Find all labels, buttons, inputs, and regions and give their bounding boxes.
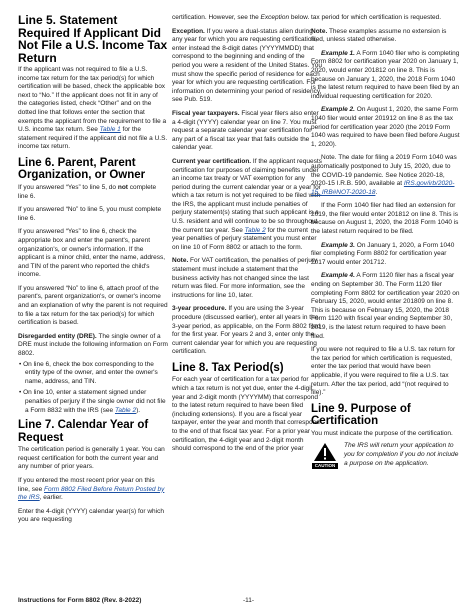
paragraph-line6-a: If you answered “Yes” to line 5, do not complete line 6. [18,183,157,200]
paragraph-example3: Example 3. On January 1, 2020, a Form 1040 filer completing Form 8802 for certification year 2017 would enter 201712. [311,241,455,266]
paragraph-current-year: Current year certification. If the applicant requests certification for purposes of claiming benefits under an income tax treaty or VAT exemption for any period during the current calendar year or a year for which a tax return is not yet required to be filed with the IRS, the applicant must include penalties of perjury statement(s) stating that such applicant is a U.S. resident and will continue to be so throughout the current tax year. See Table 2 for the current year penalties of perjury statement you must enter on line 10 of Form 8802 or attach to the form. [172,157,322,251]
bullet-line10-statement: • On line 10, enter a statement signed under penalties of perjury if the single owner did not file a Form 8832 with the IRS (see Table 2). [19,389,166,414]
paragraph-line8: For each year of certification for a tax period for which a tax return is not yet due, enter the 4-digit year and 2-digit month (YYYYMM) that correspond to the latest return required to have been filed (including extensions). If you are a fiscal year taxpayer, enter the year and month that correspond to the end of that fiscal tax year. For a prior year certification, the 4-digit year and 2-digit month should correspond to the end of the prior year [172,376,320,453]
column-middle [172,14,322,592]
warning-triangle-icon [313,442,337,462]
paragraph-line6-d: If you answered “No” to line 6, attach proof of the parent's, parent organization's, or owner's income and an explanation of why the parent is not required to file a tax return for the tax period(s) for which certification is based. [18,284,168,327]
paragraph-tax-period-cont: tax period for which certification is requested. [311,14,442,21]
paragraph-line7-c: Enter the 4-digit (YYYY) calendar year(s) for which you are requesting [18,507,164,524]
paragraph-3-year: 3-year procedure. If you are using the 3-year procedure (discussed earlier), enter all years in the 3-year period, as applicable, on the Form 8802 filed for the first year. For years 2 and 3, enter only the current calendar year for which you are requesting certification. [172,305,321,356]
caution-box [311,442,461,469]
table2-link-current[interactable]: Table 2 [244,226,266,234]
caution-text: The IRS will return your application to you for completion if you do not include a purpose on the application. [344,442,459,467]
paragraph-line5: If the applicant was not required to file a U.S. income tax return for the tax period(s) for which certification will be based, check the applicable box next to “No.” If the applicant does not fit in any of the categories listed, check “Other” and on the dotted line that follows enter the section that exempts the applicant from the requirement to file a U.S. income tax return. See Table 1 for the statement required if the applicant did not file a U.S. income tax return. [18,66,168,151]
paragraph-covid-note: Note. The date for filing a 2019 Form 1040 was automatically postponed to July 15, 2020, due to the COVID-19 pandemic. See Notice 2020-18, 2020-15 I.R.B. 590, available at IRS.gov/irb/2020-15_IRB#NOT-2020-18. [311,154,457,196]
paragraph-example1: Example 1. A Form 1040 filer who is completing Form 8802 for certification year 2020 on January 1, 2020, would enter 201812 on line 8. This is because on January 1, 2020, the 2018 Form 1040 is the latest return required to have been filed by an individual requesting certification for 2020. [311,49,460,100]
paragraph-fiscal-year: Fiscal year taxpayers. Fiscal year filers also enter a 4-digit (YYYY) calendar year on line 7. You must request a separate calendar year certification for any part of a fiscal tax year that falls outside the calendar year. [172,109,319,152]
paragraph-certification-cont: certification. However, see the Exception below. [172,14,310,21]
caution-label: CAUTION [312,463,338,469]
column-left [18,14,168,592]
form8802-filed-link[interactable]: Form 8802 Filed Before Return Posted by the IRS [18,485,165,502]
paragraph-examples-note: Note. These examples assume no extension is filed, unless stated otherwise. [311,27,447,44]
page-footer [18,597,460,607]
paragraph-line9: You must indicate the purpose of the certification. [311,429,453,437]
caution-icon [311,442,339,469]
paragraph-vat-note: Note. For VAT certification, the penalties of perjury statement must include a statement that the business activity has not changed since the last return was filed. For more information, see the instructions for line 10, later. [172,257,318,299]
heading-line5: Line 5. Statement Required If Applicant Did Not File a U.S. Income Tax Return [18,14,168,65]
table2-link[interactable]: Table 2 [114,406,137,414]
table1-link[interactable]: Table 1 [99,126,121,134]
paragraph-line7-b: If you entered the most recent prior year on this line, see Form 8802 Filed Before Return Posted by the IRS, earlier. [18,476,165,502]
heading-line6: Line 6. Parent, Parent Organization, or Owner [18,156,146,182]
heading-line7: Line 7. Calendar Year of Request [18,419,149,444]
heading-line8: Line 8. Tax Period(s) [172,361,284,374]
heading-line9: Line 9. Purpose of Certification [311,402,411,428]
paragraph-line6-c: If you answered “Yes” to line 6, check the appropriate box and enter the parent's, parent organization's, or owner's information. If the applicant is a minor child, enter the name, address, and TIN of the parent who reported the child's income. [18,228,166,279]
footer-form-title: Instructions for Form 8802 (Rev. 8-2022) [18,597,142,604]
irs-notice-link[interactable]: IRS.gov/irb/2020-15_IRB#NOT-2020-18 [311,180,455,196]
paragraph-example2: Example 2. On August 1, 2020, the same Form 1040 filer would enter 201912 on line 8 as the tax period for certification year 2020 (the 2019 Form 1040 was required to have been filed before August 1, 2020). [311,106,460,148]
page-number: -11- [243,597,255,604]
column-right [311,14,461,592]
paragraph-extension: If the Form 1040 filer had filed an extension for 2019, the filer would enter 201812 on line 8. This is because on August 1, 2020, the 2018 Form 1040 is the latest return required to be filed. [311,202,459,236]
paragraph-not-required: If you were not required to file a U.S. tax return for the tax period for which certification is requested, enter the tax period that would have been applicable, if you were required to file a U.S. tax return. After the tax period, add “(not required to file).” [311,346,456,397]
paragraph-dre: Disregarded entity (DRE). The single owner of a DRE must include the following information on Form 8802. [18,332,168,358]
paragraph-line7-a: The certification period is generally 1 year. You can request certification for both the current year and any number of prior years. [18,446,165,471]
paragraph-line6-b: If you answered “No” to line 5, you must complete line 6. [18,206,162,222]
paragraph-exception: Exception. If you were a dual-status alien during any year for which you are requesting certification, enter instead the 8-digit dates (YYYYMMDD) that correspond to the beginning and ending of the period you were a resident of the United States. You must show the specific period of residence for each year for which you are requesting certification. For information on determining your period of residency, see Pub. 519. [172,27,322,104]
paragraph-example4: Example 4. A Form 1120 filer has a fiscal year ending on September 30. The Form 1120 filer completing Form 8802 for certification year 2020 on February 15, 2020, would enter 201809 on line 8. This is because on February 15, 2020, the 2018 Form 1120 with fiscal year ending September 30, 2019, is the latest return required to have been filed. [311,272,460,340]
bullet-line6-owner: • On line 6, check the box corresponding to the entity type of the owner, and enter the owner's name, address, and TIN. [19,360,158,385]
